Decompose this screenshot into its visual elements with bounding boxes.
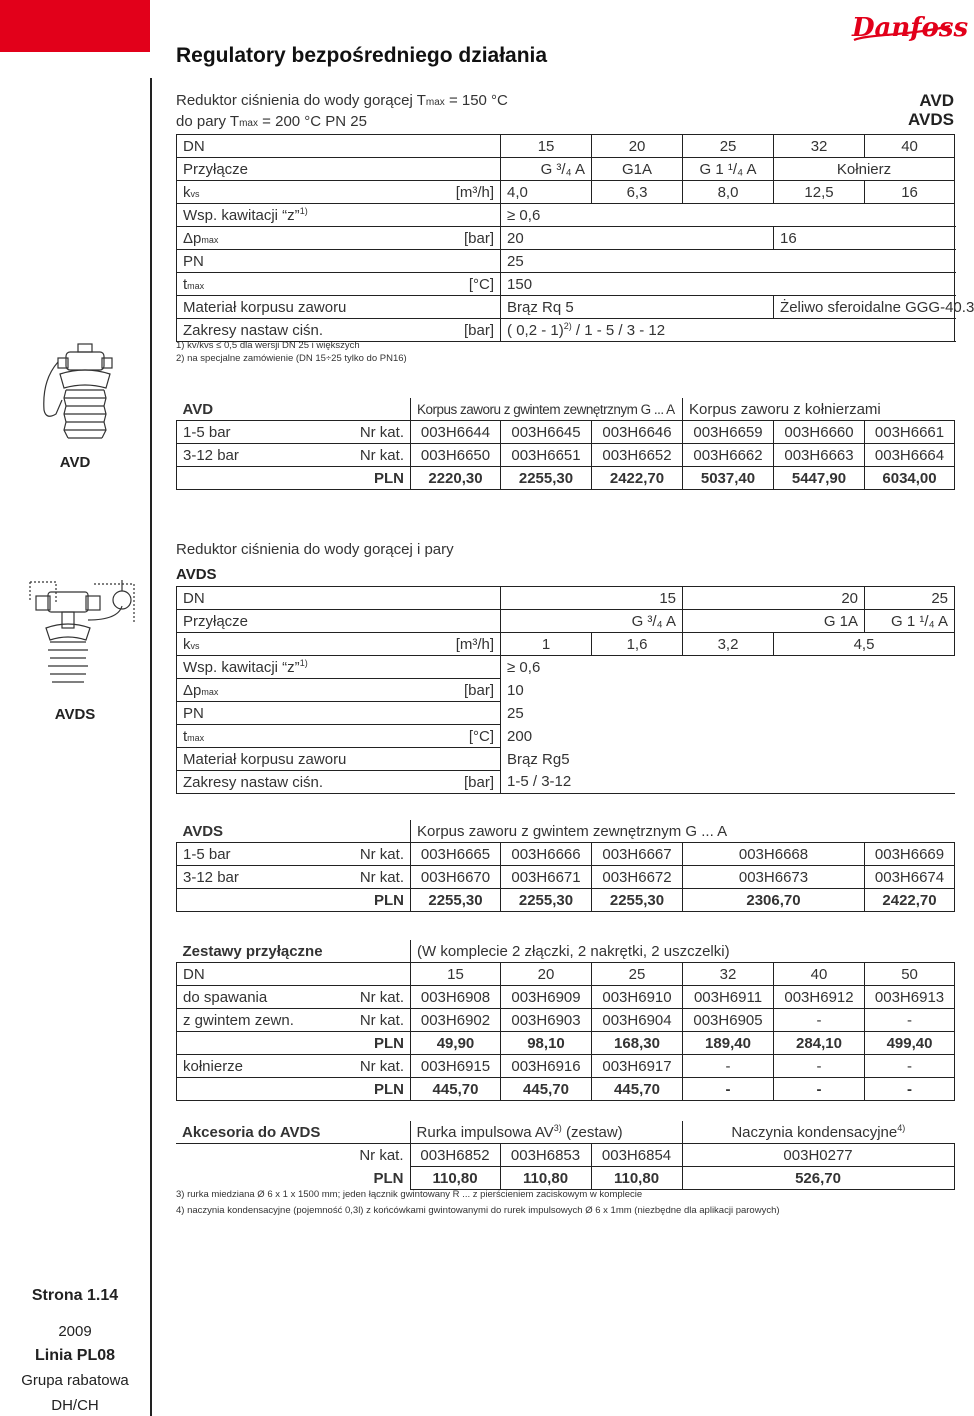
akcesoria-note-4: 4) naczynia kondensacyjne (pojemność 0,3l) z końcówkami gwintowanymi do rurek impulsowych Ø 6 x 1mm (niezbędne dla aplikacji parowych): [176, 1205, 780, 1216]
avd-spec-table: DN 15 20 25 32 40 Przyłącze G ³/₄ A G1A G 1 ¹/₄ A Kołnierz kvs [m³/h] 4,0 6,3 8,0 12,5 16 Wsp. kawitacji “z”$^{1)}$ ≥ 0,6 Δpmax [bar] 20 16 PN 25 tmax [°C] 150 Materiał korpusu zaworu Brąz Rq 5 Żeliwo sferoidalne GGG-40.3 Zakresy nastaw ciśn. [bar] ( 0,2 - 1)$^{2)}$ / 1 - 5 / 3 - 12: [176, 134, 955, 342]
zestawy-table: Zestawy przyłączne (W komplecie 2 złączki, 2 nakrętki, 2 uszczelki) DN 15 20 25 32 40 50 do spawania Nr kat. 003H6908 003H6909 003H6910 003H6911 003H6912 003H6913 z gwintem zewn. Nr kat. 003H6902 003H6903 003H6904 003H6905 - - PLN 49,90 98,10 168,30 189,40 284,10 499,40 kołnierze Nr kat. 003H6915 003H6916 003H6917 - - - PLN 445,70 445,70 445,70 - - -: [176, 940, 955, 1101]
footer-linia: Linia PL08: [34, 1347, 116, 1364]
avd-valve-image: [36, 340, 126, 452]
left-divider-line: [150, 78, 152, 1416]
danfoss-logo: [848, 6, 969, 50]
avds-spec-table: DN 15 20 25 Przyłącze G ³/₄ A G 1A G 1 ¹/₄ A kvs [m³/h] 1 1,6 3,2 4,5 Wsp. kawitacji “z”$^{1)}$ ≥ 0,6 Δpmax [bar] 10 PN 25 tmax [°C] 200 Materiał korpusu zaworu Brąz Rg5 Zakresy nastaw ciśn. [bar] 1-5 / 3-12: [176, 586, 955, 794]
avd-order-table: AVD Korpus zaworu z gwintem zewnętrznym G ... A Korpus zaworu z kołnierzami 1-5 bar Nr kat. 003H6644 003H6645 003H6646 003H6659 003H6660 003H6661 3-12 bar Nr kat. 003H6650 003H6651 003H6652 003H6662 003H6663 003H6664 PLN 2220,30 2255,30 2422,70 5037,40 5447,90 6034,00: [176, 398, 955, 490]
akcesoria-note-3: 3) rurka miedziana Ø 6 x 1 x 1500 mm; jeden łącznik gwintowany R ... z pierścieniem zaciskowym w komplecie: [176, 1189, 643, 1200]
avds-order-table: AVDS Korpus zaworu z gwintem zewnętrznym G ... A 1-5 bar Nr kat. 003H6665 003H6666 003H6667 003H6668 003H6669 3-12 bar Nr kat. 003H6670 003H6671 003H6672 003H6673 003H6674 PLN 2255,30 2255,30 2255,30 2306,70 2422,70: [176, 820, 955, 912]
footer-grupa: Grupa rabatowa: [21, 1372, 129, 1389]
avds-header-code: AVDS: [176, 566, 217, 583]
avd-product-codes: AVD AVDS: [908, 91, 954, 129]
section-tab: [0, 0, 838, 52]
avds-label: AVDS: [54, 706, 96, 723]
page-number: Strona 1.14: [31, 1287, 119, 1304]
section-tab-number: 1: [822, 10, 838, 41]
svg-text:Danfoss: Danfoss: [852, 13, 969, 43]
avd-header: Reduktor ciśnienia do wody gorącej Tmax = 150 °C do pary Tmax = 200 °C PN 25: [176, 92, 508, 130]
avd-note-2: 2) na specjalne zamówienie (DN 15÷25 tylko do PN16): [176, 353, 407, 364]
akcesoria-table: Akcesoria do AVDS Rurka impulsowa AV$^{3)}$ (zestaw) Naczynia kondensacyjne$^{4)}$ Nr kat. 003H6852 003H6853 003H6854 003H0277 PLN 110,80 110,80 110,80 526,70: [176, 1121, 955, 1190]
footer-year: 2009: [58, 1323, 92, 1340]
page-title: Regulatory bezpośredniego działania: [176, 44, 548, 67]
avd-label: AVD: [59, 454, 91, 471]
avds-header: Reduktor ciśnienia do wody gorącej i pary: [176, 541, 454, 558]
footer-group-code: DH/CH: [51, 1397, 99, 1414]
avds-valve-image: [22, 576, 142, 696]
avd-note-1: 1) kv/kvs ≤ 0,5 dla wersji DN 25 i większych: [176, 340, 360, 351]
